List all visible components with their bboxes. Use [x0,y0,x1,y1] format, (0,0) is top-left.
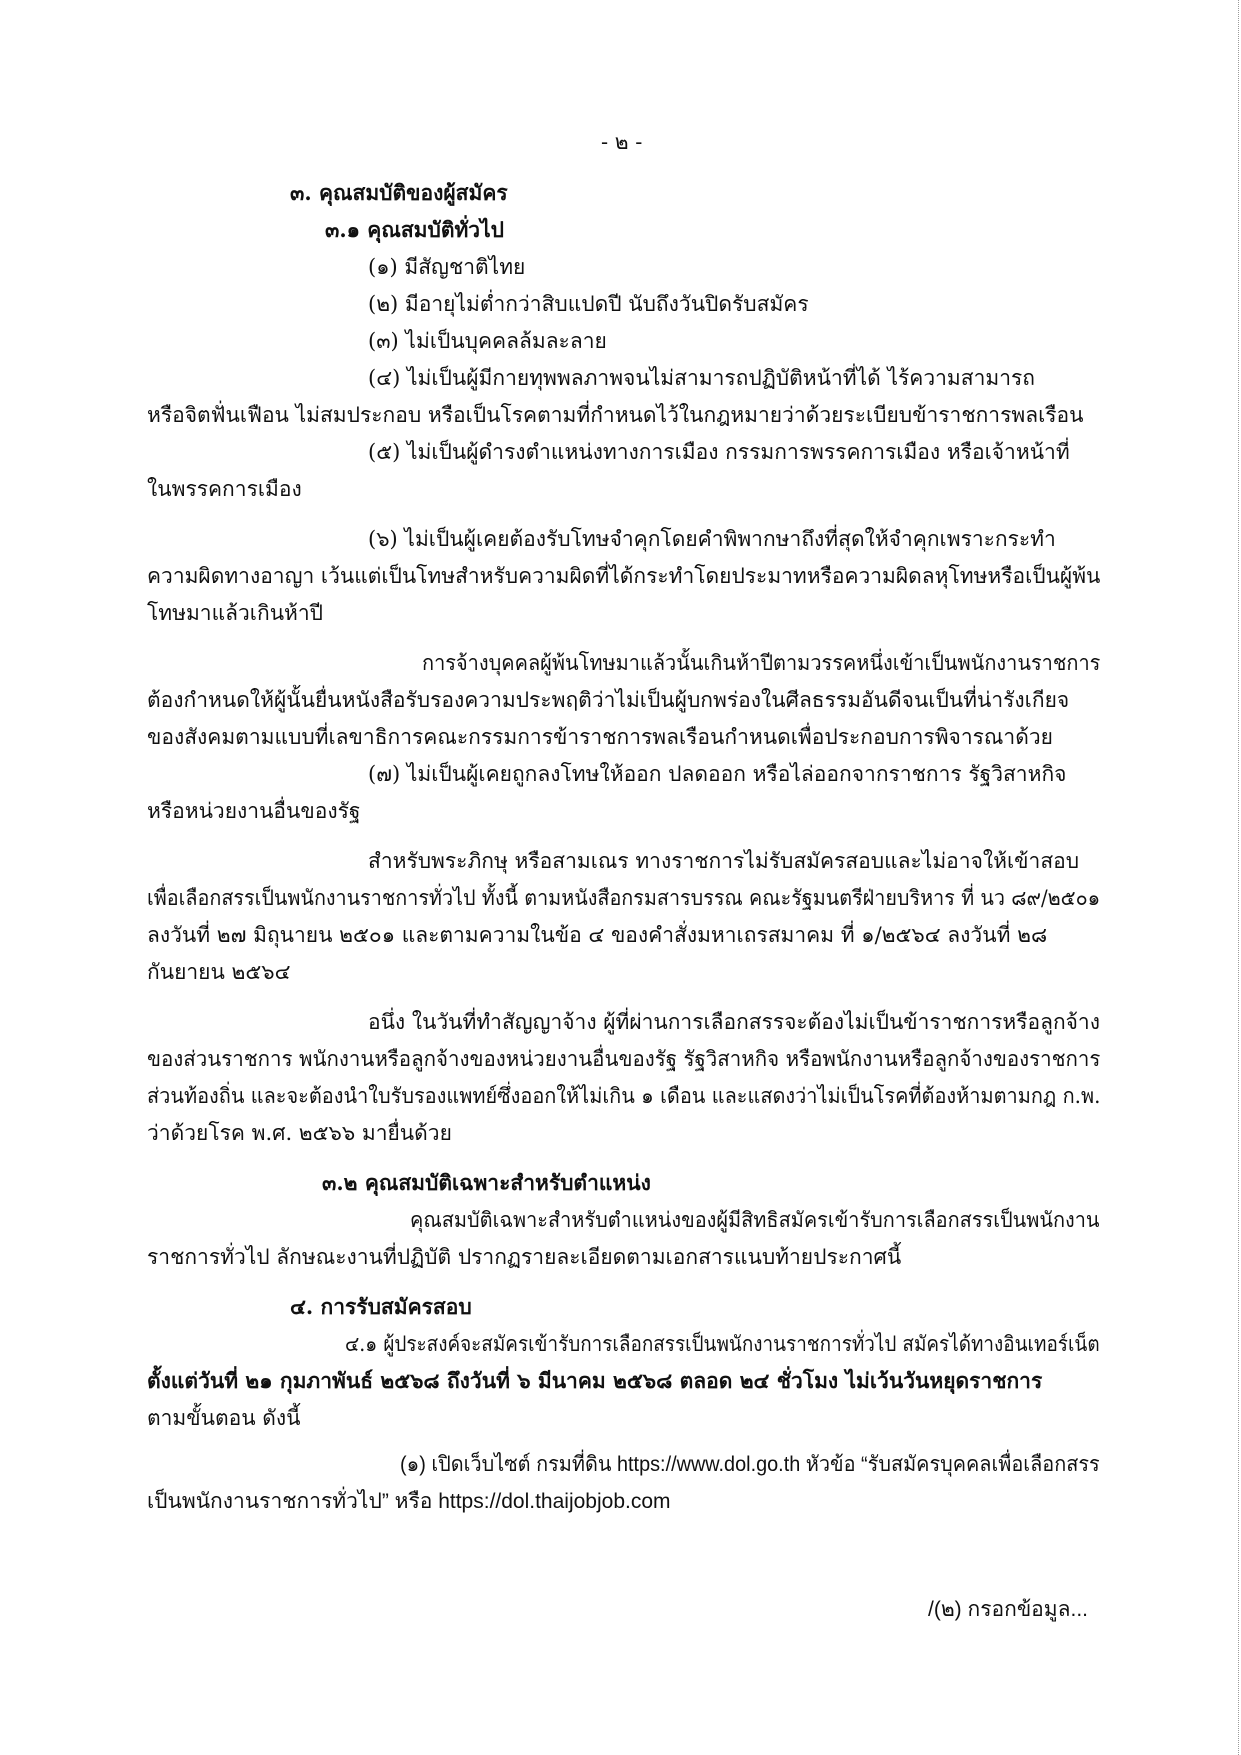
section-3-1-heading: ๓.๑ คุณสมบัติทั่วไป [325,217,504,242]
section-4-1-paragraph-cont: ตามขั้นตอน ดังนี้ [147,1406,301,1430]
section-4-1-paragraph: ๔.๑ ผู้ประสงค์จะสมัครเข้ารับการเลือกสรรเป็นพนักงานราชการทั่วไป สมัครได้ทางอินเทอร์เน็ต [345,1332,1100,1356]
contract-paragraph-cont-2: ส่วนท้องถิ่น และจะต้องนำใบรับรองแพทย์ซึ่งออกให้ไม่เกิน ๑ เดือน และแสดงว่าไม่เป็นโรคที่ต้องห้ามตามกฎ ก.พ. [147,1084,1101,1108]
continuation-note: /(๒) กรอกข้อมูล... [928,1598,1089,1621]
section-3-heading: ๓. คุณสมบัติของผู้สมัคร [290,180,508,205]
scan-edge-divider [1237,0,1239,1755]
monk-paragraph-cont-1: เพื่อเลือกสรรเป็นพนักงานราชการทั่วไป ทั้งนี้ ตามหนังสือกรมสารบรรณ คณะรัฐมนตรีฝ่ายบริหาร ที่ นว ๘๙/๒๕๐๑ [147,886,1101,910]
monk-paragraph-cont-2: ลงวันที่ ๒๗ มิถุนายน ๒๕๐๑ และตามความในข้อ ๔ ของคำสั่งมหาเถรสมาคม ที่ ๑/๒๕๖๔ ลงวันที่ ๒๘ [147,923,1048,947]
qualification-item-6-note-cont-1: ต้องกำหนดให้ผู้นั้นยื่นหนังสือรับรองความประพฤติว่าไม่เป็นผู้บกพร่องในศีลธรรมอันดีจนเป็นที่น่ารังเกียจ [147,688,1070,712]
page-number: - ๒ - [601,130,643,154]
qualification-item-4: (๔) ไม่เป็นผู้มีกายทุพพลภาพจนไม่สามารถปฏิบัติหน้าที่ได้ ไร้ความสามารถ [368,366,1036,390]
contract-paragraph-cont-1: ของส่วนราชการ พนักงานหรือลูกจ้างของหน่วยงานอื่นของรัฐ รัฐวิสาหกิจ หรือพนักงานหรือลูกจ้างของราชการ [147,1047,1101,1071]
qualification-item-6-cont-1: ความผิดทางอาญา เว้นแต่เป็นโทษสำหรับความผิดที่ได้กระทำโดยประมาทหรือความผิดลหุโทษหรือเป็นผู้พ้น [147,564,1101,588]
qualification-item-7: (๗) ไม่เป็นผู้เคยถูกลงโทษให้ออก ปลดออก หรือไล่ออกจากราชการ รัฐวิสาหกิจ [368,762,1067,786]
qualification-item-2: (๒) มีอายุไม่ต่ำกว่าสิบแปดปี นับถึงวันปิดรับสมัคร [368,292,809,316]
specific-qualification-paragraph-cont: ราชการทั่วไป ลักษณะงานที่ปฏิบัติ ปรากฏรายละเอียดตามเอกสารแนบท้ายประกาศนี้ [147,1245,902,1269]
qualification-item-5: (๕) ไม่เป็นผู้ดำรงตำแหน่งทางการเมือง กรรมการพรรคการเมือง หรือเจ้าหน้าที่ [368,440,1070,464]
contract-paragraph: อนึ่ง ในวันที่ทำสัญญาจ้าง ผู้ที่ผ่านการเลือกสรรจะต้องไม่เป็นข้าราชการหรือลูกจ้าง [368,1010,1100,1034]
step-1-open-website-cont: เป็นพนักงานราชการทั่วไป” หรือ https://dol.thaijobjob.com [147,1490,671,1513]
monk-paragraph-cont-3: กันยายน ๒๕๖๔ [147,960,291,984]
application-period: ตั้งแต่วันที่ ๒๑ กุมภาพันธ์ ๒๕๖๘ ถึงวันที่ ๖ มีนาคม ๒๕๖๘ ตลอด ๒๔ ชั่วโมง ไม่เว้นวันหยุดราชการ [147,1368,1043,1393]
qualification-item-6-cont-2: โทษมาแล้วเกินห้าปี [147,601,324,625]
contract-paragraph-cont-3: ว่าด้วยโรค พ.ศ. ๒๕๖๖ มายื่นด้วย [147,1121,452,1145]
qualification-item-6: (๖) ไม่เป็นผู้เคยต้องรับโทษจำคุกโดยคำพิพากษาถึงที่สุดให้จำคุกเพราะกระทำ [368,527,1056,551]
section-4-heading: ๔. การรับสมัครสอบ [290,1294,472,1319]
qualification-item-4-cont: หรือจิตฟั่นเฟือน ไม่สมประกอบ หรือเป็นโรคตามที่กำหนดไว้ในกฎหมายว่าด้วยระเบียบข้าราชการพลเรือน [147,403,1084,427]
qualification-item-1: (๑) มีสัญชาติไทย [368,255,526,279]
step-1-open-website: (๑) เปิดเว็บไซต์ กรมที่ดิน https://www.dol.go.th หัวข้อ “รับสมัครบุคคลเพื่อเลือกสรร [400,1453,1100,1476]
qualification-item-3: (๓) ไม่เป็นบุคคลล้มละลาย [368,329,607,353]
qualification-item-6-note: การจ้างบุคคลผู้พ้นโทษมาแล้วนั้นเกินห้าปีตามวรรคหนึ่งเข้าเป็นพนักงานราชการ [422,651,1101,675]
specific-qualification-paragraph: คุณสมบัติเฉพาะสำหรับตำแหน่งของผู้มีสิทธิสมัครเข้ารับการเลือกสรรเป็นพนักงาน [410,1208,1100,1232]
qualification-item-6-note-cont-2: ของสังคมตามแบบที่เลขาธิการคณะกรรมการข้าราชการพลเรือนกำหนดเพื่อประกอบการพิจารณาด้วย [147,725,1053,749]
section-3-2-heading: ๓.๒ คุณสมบัติเฉพาะสำหรับตำแหน่ง [322,1170,651,1195]
qualification-item-7-cont: หรือหน่วยงานอื่นของรัฐ [147,799,361,823]
monk-paragraph: สำหรับพระภิกษุ หรือสามเณร ทางราชการไม่รับสมัครสอบและไม่อาจให้เข้าสอบ [368,849,1080,873]
qualification-item-5-cont: ในพรรคการเมือง [147,477,302,501]
